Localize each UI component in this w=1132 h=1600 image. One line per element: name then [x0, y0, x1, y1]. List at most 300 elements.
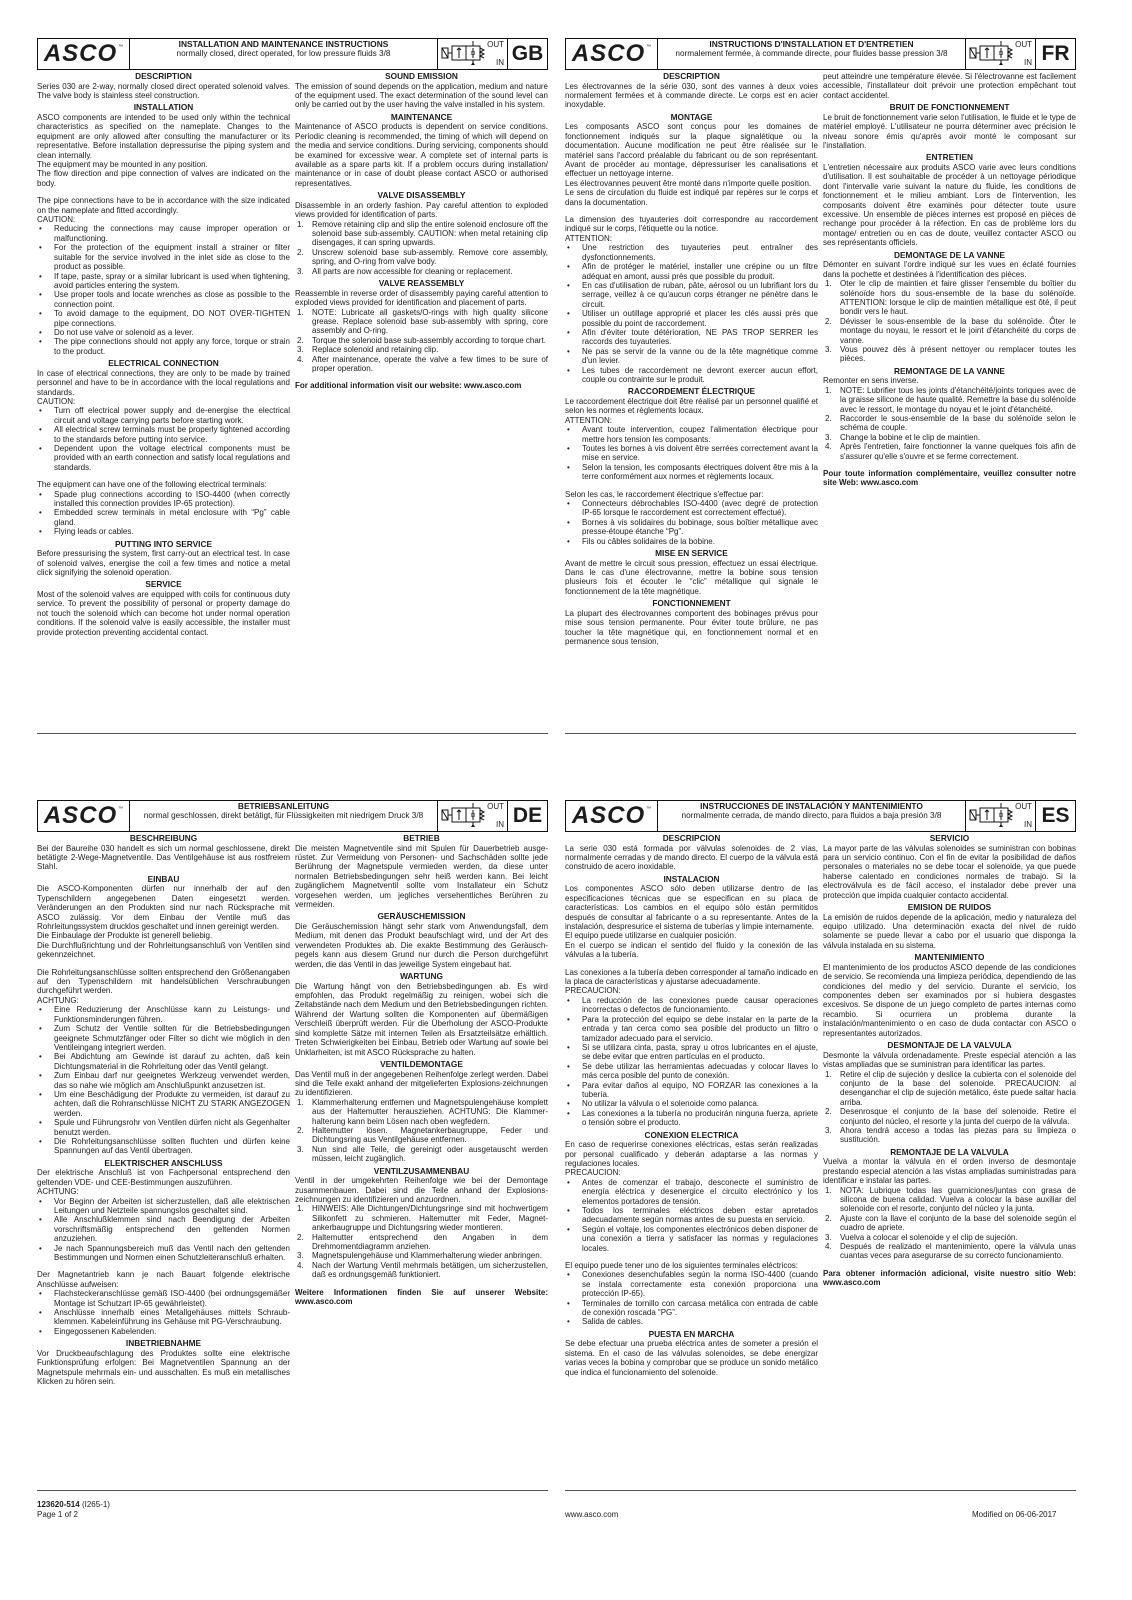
list-item-text: Turn off electrical power supply and de-energise the electrical circuit and voltage carrying parts before starting work. — [54, 406, 290, 425]
paragraph: PRECAUCION: — [565, 986, 621, 996]
list-item-text: Antes de comenzar el trabajo, desconecte el suministro de energía eléctrica y desenergice el circuito electrónico y los elementos portadores de tensión. — [582, 1177, 818, 1206]
outlet-label: OUT — [487, 40, 504, 49]
paragraph: Les composants ASCO sont conçus pour les domaines de fonctionnement indiqués sur la plaque signalétique ou la documentation. Aucune modification ne peut être réalisée sur le matériel sans l'accord préalable du fabricant ou de son représentant. Avant de procéder au montage, dépressuriser les canalisations et effectuer un nettoyage interne. — [565, 122, 818, 179]
section-heading: SERVICIO — [929, 833, 970, 843]
bullet-list — [565, 425, 818, 481]
paragraph: Los componentes ASCO sólo deben utilizarse dentro de las especificaciones técnicas que se especifican en su placa de características. Los cambios en el equipo sólo están permitidos después de consultar al fabricante o a su representante. Antes de la instalación, despresurice el sistema de tuberías y limpie internamente. — [565, 884, 818, 932]
list-item — [37, 1052, 290, 1071]
paragraph: ACHTUNG: — [37, 1187, 79, 1197]
section-heading: CONEXION ELECTRICA — [644, 1129, 739, 1140]
list-item: 1. NOTE: Lubricate all gaskets/O-rings with high quality silicone grease. Replace solenoid base sub-assembly with spring, core assembly and O-ring. — [297, 307, 548, 336]
paragraph: Die ASCO-Komponenten dürfen nur innerhalb der auf den Typenschildern angegebenen Daten eingesetzt werden. Veränderungen an den Produkten sind nur nach Rücksprache mit ASCO zulässig. Vor dem Einbau der Ventile muß das Rohrleitungssystem drucklos geschaltet und innen gereinigt werden. — [37, 884, 290, 932]
list-item-text: No utilizar la válvula o el solenoide como palanca. — [582, 1099, 759, 1109]
list-item: 1. HINWEIS: Alle Dichtungen/Dichtungsringe sind mit hochwertigem Silikonfett zu schmieren. Haltemutter mit Feder, Magnet-ankerbaugruppe und Dichtungsring wieder montieren. — [297, 1204, 548, 1233]
paragraph: En el cuerpo se indican el sentido del fluido y la conexión de las válvulas a la tubería. — [565, 940, 818, 960]
bullet-list — [565, 1178, 818, 1253]
panel-title: INSTALLATION AND MAINTENANCE INSTRUCTIONS — [178, 39, 389, 49]
list-item — [565, 518, 818, 537]
language-code: GB — [507, 39, 547, 69]
list-item: 2. Torque the solenoid base sub-assembly according to torque chart. — [297, 335, 546, 345]
divider — [37, 1490, 548, 1491]
list-item-text: Oter le clip de maintien et faire glisser l'ensemble du boîtier du solénoïde hors du sous-ensemble de la base du solénoïde. ATTENTION: lorsque le clip de maintien métallique est ôté, il peut bondir vers le haut. — [840, 279, 1076, 317]
list-item-text: En cas d'utilisation de ruban, pâte, aérosol ou un lubrifiant lors du serrage, veillez à ce qu'aucun corps étranger ne pénètre dans le circuit. — [582, 280, 818, 309]
inlet-label: IN — [496, 820, 504, 830]
paragraph: Le raccordement électrique doit être réalisé par un personnel qualifié et selon les normes et règlements locaux. — [565, 396, 818, 416]
list-item — [565, 444, 818, 463]
list-item-text: Ahora tendrá acceso a todas las piezas para su limpieza o sustitución. — [840, 1125, 1076, 1145]
divider — [565, 733, 1076, 734]
list-item-text: Zum Schutz der Ventile sollten für die Betriebsbedingungen geeignete Schmutzfänger oder Filter so dicht wie möglich in den Ventileingang integriert werden. — [54, 1024, 290, 1052]
paragraph: Démonter en suivant l'ordre indiqué sur les vues en éclaté fournies dans la pochette et destinées à l'identification des pièces. — [823, 260, 1076, 279]
panel-header — [37, 38, 548, 70]
section-heading: REMONTAGE DE LA VANNE — [894, 365, 1005, 376]
list-item-text: Remove retaining clip and slip the entire solenoid enclosure off the solenoid base sub-assembly. CAUTION: when metal retaining clip disengages, it can spring upwards. — [312, 219, 548, 248]
paragraph: Remonter en sens inverse. — [823, 376, 919, 386]
list-item-text: Salida de cables. — [582, 1317, 643, 1327]
paragraph: Das Ventil muß in der angegebenen Reihenfolge zerlegt werden. Dabei sind die Teile exakt anhand der mitgelieferten Explosions-zeichnungen zu identifizieren. — [295, 1069, 548, 1098]
list-item-text: To avoid damage to the equipment, DO NOT OVER-TIGHTEN pipe connections. — [54, 309, 290, 328]
paragraph: Die Geräuschemission hängt sehr stark vom Anwendungsfall, dem Medium, mit denen das Produkt beaufschlagt wird, und der Art des verwendeten Produktes ab. Die exakte Bestimmung des Geräusch-pegels kann aus diesem Grund nur durch die Person durchgeführt werden, die das Ventil in das jeweilige System eingebaut hat. — [295, 922, 548, 969]
bullet-list — [565, 243, 818, 384]
bullet-list — [565, 1270, 818, 1326]
paragraph: Reassemble in reverse order of disassembly paying careful attention to exploded views provided for identification and placement of parts. — [295, 288, 548, 308]
footer-website[interactable]: www.asco.com — [565, 1510, 619, 1519]
section-heading: DESCRIPTION — [135, 71, 192, 81]
list-item-text: Change la bobine et le clip de maintien. — [840, 432, 981, 442]
section-heading: DESCRIPTION — [663, 71, 720, 81]
numbered-list — [295, 308, 548, 374]
list-item-text: After maintenance, operate the valve a few times to be sure of proper operation. — [312, 354, 548, 373]
section-heading: VALVE REASSEMBLY — [378, 278, 465, 289]
paragraph: Die Rohrleitungsanschlüsse sollten entsprechend den Größenangaben auf den Typenschildern mit handelsüblichen Verschraubungen durchgeführt werden. — [37, 967, 290, 996]
paragraph: La mayor parte de las válvulas solenoides se suministran con bobinas para un servicio continuo. Con el fin de evitar la posibilidad de daños personales o materiales no se debe tocar el solenoide, ya que puede haberse calentado en condiciones normales de trabajo. Si la electroválvula es de fácil acceso, el instalador debe prever una protección que impida cualquier contacto accidental. — [823, 843, 1076, 900]
list-item-text: Según el voltaje, los componentes electrónicos deben disponer de una conexión a tierra y satisfacer las normas y regulaciones locales. — [582, 1224, 818, 1253]
list-item: 3. Vous pouvez dès à présent nettoyer ou remplacer toutes les pièces. — [825, 344, 1076, 364]
list-item — [37, 224, 290, 243]
bullet-list — [565, 996, 818, 1128]
list-item-text: Do not use valve or solenoid as a lever. — [54, 327, 194, 337]
paragraph: Avant de mettre le circuit sous pression, effectuez un essai électrique. Dans le cas d'une électrovanne, mettre la bobine sous tension plusieurs fois et écouter le “clic” métallique qui signale le fonctionnement de la tête magnétique. — [565, 558, 818, 596]
panel-title: INSTRUCTIONS D'INSTALLATION ET D'ENTRETIEN — [709, 39, 914, 49]
list-item-text: Spade plug connections according to ISO-4400 (when correctly installed this connection provides IP-65 protection). — [54, 489, 290, 509]
list-item — [37, 508, 290, 527]
numbered-list — [295, 1204, 548, 1279]
list-item — [37, 1327, 290, 1336]
paragraph: En caso de requerirse conexiones eléctricas, estas serán realizadas por personal cualificado y deberán adaptarse a las normas y regulaciones locales. — [565, 1140, 818, 1168]
list-item-text: Eingegossenen Kabelenden. — [54, 1326, 157, 1336]
list-item — [565, 1081, 818, 1100]
list-item — [37, 1118, 290, 1137]
list-item: 1. Retire el clip de sujeción y deslice la cubierta con el solenoide del conjunto de la base del solenoide. PRECAUCION: al desenganchar el clip de sujeción metálico, éste puede saltar hacia arriba. — [825, 1069, 1076, 1107]
list-item: 4. Después de realizado el mantenimiento, opere la válvula unas cuantas veces para asegurarse de su correcto funcionamiento. — [825, 1242, 1076, 1261]
inlet-label: IN — [1024, 820, 1032, 830]
valve-symbol-icon — [437, 39, 507, 69]
list-item — [565, 1225, 818, 1253]
section-heading: BRUIT DE FONCTIONNEMENT — [889, 102, 1010, 113]
section-heading: DESMONTAJE DE LA VALVULA — [887, 1040, 1012, 1051]
divider — [37, 733, 548, 734]
section-heading: SERVICE — [145, 579, 182, 590]
section-heading: BETRIEB — [403, 833, 440, 843]
section-heading: VENTILDEMONTAGE — [380, 1058, 463, 1069]
section-heading: INBETRIEBNAHME — [125, 1338, 202, 1349]
paragraph: Selon les cas, le raccordement électrique s'effectue par: — [565, 489, 764, 499]
outlet-label: OUT — [1015, 802, 1032, 811]
list-item-text: Fils ou câbles solidaires de la bobine. — [582, 536, 715, 546]
list-item-text: Afin d'éviter toute détérioration, NE PAS TROP SERRER les raccords des tuyauteries. — [582, 327, 818, 347]
list-item — [565, 1299, 818, 1318]
list-item-text: NOTE: Lubrifier tous les joints d'étanchéité/joints toriques avec de la graisse silicone de haute qualité. Remettre la base du solénoïde avec le ressort, le montage du noyau et le joint d'étanchéité. — [840, 385, 1076, 414]
column-left — [37, 72, 290, 637]
list-item — [37, 444, 290, 472]
numbered-list — [823, 386, 1076, 461]
website-note: Para obtener información adicional, visite nuestro sitio Web: www.asco.com — [823, 1268, 1076, 1288]
column-left — [37, 834, 290, 1387]
paragraph: Die Einbaulage der Produkte ist generell beliebig. — [37, 931, 213, 941]
list-item — [37, 1005, 290, 1024]
list-item — [37, 328, 290, 337]
paragraph: La plupart des électrovannes comportent des bobinages prévus pour mise sous tension permanente. Pour éviter toute brûlure, ne pas toucher la tête magnétique qui, en fonctionnement normal et en permanence sous tension, — [565, 608, 818, 647]
asco-logo: ASCO ™ — [566, 39, 658, 69]
list-item-text: Um eine Beschädigung der Produkte zu vermeiden, ist darauf zu achten, daß die Rohranschlüsse NICHT ZU STARK ANGEZOGEN werden. — [54, 1089, 290, 1118]
footer-docinfo — [37, 1500, 110, 1520]
list-item-text: Bei Abdichtung am Gewinde ist darauf zu achten, daß kein Dichtungsmaterial in die Rohrleitung oder das Ventil gelangt. — [54, 1052, 290, 1071]
paragraph: Se debe efectuar una prueba eléctrica antes de someter a presión el sistema. En el caso de las válvulas solenoides, se debe energizar varias veces la bobina y comprobar que se produce un sonido metálico que indica el funcionamiento del solenoide. — [565, 1339, 818, 1377]
list-item-text: Connecteurs débrochables ISO-4400 (avec degré de protection IP-65 lorsque le raccordement est correctement effectué). — [582, 499, 818, 518]
paragraph: CAUTION: — [37, 396, 76, 406]
list-item: 4. After maintenance, operate the valve a few times to be sure of proper operation. — [297, 354, 548, 373]
paragraph: La dimension des tuyauteries doit correspondre au raccordement indiqué sur le corps, l'étiquette ou la notice. — [565, 215, 818, 234]
list-item-text: Après l'entretien, faire fonctionner la vanne quelques fois afin de s'assurer qu'elle s'ouvre et se ferme correctement. — [840, 442, 1076, 461]
list-item-text: Magnetspulengehäuse und Klammerhalterung wieder anbringen. — [312, 1251, 542, 1261]
paragraph: Vor Druckbeaufschlagung des Produktes sollte eine elektrische Funktionsprüfung erfolgen: Bei Magnetventilen Spannung an der Magnetspule mehrmals ein- und ausschalten. Es muß ein metallisches Klicken zu hören sein. — [37, 1348, 290, 1387]
list-item: 1. Remove retaining clip and slip the entire solenoid enclosure off the solenoid base sub-assembly. CAUTION: when metal retaining clip disengages, it can spring upwards. — [297, 219, 548, 248]
list-item-text: Embedded screw terminals in metal enclosure with “Pg” cable gland. — [54, 508, 290, 527]
column-right — [823, 834, 1076, 1377]
list-item-text: All parts are now accessible for cleaning or replacement. — [312, 266, 513, 276]
asco-logo: ASCO ™ — [38, 39, 130, 69]
list-item-text: Eine Reduzierung der Anschlüsse kann zu Leistungs- und Funktionsminderungen führen. — [54, 1005, 290, 1024]
bullet-list — [37, 224, 290, 356]
numbered-list — [295, 220, 548, 276]
list-item-text: Torque the solenoid base sub-assembly according to torque chart. — [312, 335, 546, 345]
list-item-text: Haltemutter entsprechend den Angaben in dem Drehmomentdiagramm anziehen. — [312, 1232, 548, 1251]
list-item: 3. Nun sind alle Teile, die gereinigt oder ausgetauscht werden müssen, leicht zugänglich. — [297, 1144, 548, 1164]
paragraph: PRECAUCION: — [565, 1168, 621, 1178]
list-item — [565, 328, 818, 347]
panel-spanish — [565, 800, 1076, 1490]
section-heading: FONCTIONNEMENT — [652, 598, 731, 609]
bullet-list — [37, 1197, 290, 1263]
paragraph: Die Durchflußrichtung und der Rohrleitungsanschluß von Ventilen sind gekennzeichnet. — [37, 940, 290, 960]
list-item — [37, 1244, 290, 1263]
list-item — [37, 490, 290, 509]
list-item — [565, 1109, 818, 1128]
section-heading: MAINTENANCE — [390, 111, 453, 122]
list-item: 2. Unscrew solenoid base sub-assembly. Remove core assembly, spring, and O-ring from valve body. — [297, 247, 548, 267]
paragraph: Maintenance of ASCO products is dependent on service conditions. Periodic cleaning is recommended, the timing of which will depend on the media and service conditions. During servicing, components should be examined for excessive wear. A complete set of internal parts is available as a spare parts kit. If a problem occurs during installation/ maintenance or in case of doubt please contact ASCO or authorised representatives. — [295, 122, 548, 188]
panel-header — [37, 800, 548, 832]
language-code: ES — [1035, 801, 1075, 831]
list-item: 1. NOTA: Lubrique todas las guarniciones/juntas con grasa de silicona de buena calidad. Vuelva a colocar la base auxiliar del solenoide con el resorte, conjunto del núcleo y la junta. — [825, 1185, 1076, 1214]
list-item — [37, 1137, 290, 1156]
list-item-text: Desenrosque el conjunto de la base del solenoide. Retire el conjunto del núcleo, el resorte y la junta del cuerpo de la válvula. — [840, 1107, 1076, 1126]
list-item — [37, 1071, 290, 1090]
language-code: FR — [1035, 39, 1075, 69]
section-heading: ELEKTRISCHER ANSCHLUSS — [104, 1157, 223, 1168]
column-right — [823, 72, 1076, 647]
panel-header — [565, 800, 1076, 832]
doc-revision: (I265-1) — [81, 1500, 110, 1509]
list-item — [37, 527, 290, 536]
website-note: Weitere Informationen finden Sie auf unserer Website: www.asco.com — [295, 1287, 548, 1307]
list-item-text: Unscrew solenoid base sub-assembly. Remove core assembly, spring, and O-ring from valve body. — [312, 247, 548, 267]
section-heading: VALVE DISASSEMBLY — [377, 190, 466, 201]
list-item — [565, 1043, 818, 1062]
list-item-text: Toutes les bornes à vis doivent être serrées correctement avant la mise en service. — [582, 444, 818, 463]
paragraph: Disassemble in an orderly fashion. Pay careful attention to exploded views provided for identification of parts. — [295, 200, 548, 220]
panel-english — [37, 38, 548, 733]
list-item-text: Si se utilizara cinta, pasta, spray u otros lubricantes en el ajuste, se debe evitar que entren partículas en el producto. — [582, 1042, 818, 1062]
section-heading: EMISION DE RUIDOS — [907, 902, 992, 913]
list-item-text: Todos los terminales eléctricos deben estar apretados adecuadamente según normas antes de su puesta en servicio. — [582, 1206, 818, 1225]
section-heading: GERÄUSCHEMISSION — [377, 911, 466, 922]
list-item-text: Spule und Führungsrohr von Ventilen dürfen nicht als Gegenhalter benutzt werden. — [54, 1118, 290, 1137]
asco-logo: ASCO ™ — [566, 801, 658, 831]
numbered-list — [295, 1098, 548, 1164]
valve-symbol-icon — [965, 39, 1035, 69]
list-item-text: For the protection of the equipment install a strainer or filter suitable for the service involved in the inlet side as close to the product as possible. — [54, 243, 290, 272]
list-item — [37, 272, 290, 291]
list-item: 3. Vuelva a colocar el solenoide y el clip de sujeción. — [825, 1232, 1018, 1242]
list-item-text: La reducción de las conexiones puede causar operaciones incorrectas o defectos de funcionamiento. — [582, 995, 818, 1015]
list-item-text: The pipe connections should not apply any force, torque or strain to the product. — [54, 337, 290, 356]
list-item-text: Utiliser un outillage approprié et placer les clés aussi près que possible du point de raccordement. — [582, 309, 818, 328]
list-item: 3. Change la bobine et le clip de maintien. — [825, 432, 981, 442]
list-item-text: All electrical screw terminals must be properly tightened according to the standards before putting into service. — [54, 425, 290, 444]
panel-header — [565, 38, 1076, 70]
list-item — [37, 1308, 290, 1327]
list-item-text: NOTA: Lubrique todas las guarniciones/juntas con grasa de silicona de buena calidad. Vuelva a colocar la base auxiliar del solenoide con el resorte, conjunto del núcleo y la junta. — [840, 1185, 1076, 1214]
numbered-list — [823, 279, 1076, 364]
page-number: Page 1 of 2 — [37, 1510, 78, 1519]
section-heading: DEMONTAGE DE LA VANNE — [894, 249, 1005, 260]
section-heading: VENTILZUSAMMENBAU — [373, 1165, 470, 1176]
bullet-list — [37, 406, 290, 472]
asco-logo: ASCO ™ — [38, 801, 130, 831]
outlet-label: OUT — [1015, 40, 1032, 49]
list-item-text: Zum Einbau darf nur geeignetes Werkzeug verwendet werden, das so nahe wie möglich am Anschlußpunkt anzusetzen ist. — [54, 1071, 290, 1090]
column-right — [295, 834, 548, 1387]
paragraph: L'entretien nécessaire aux produits ASCO varie avec leurs conditions d'utilisation. Il est souhaitable de procéder à un nettoyage périodique dont l'intervalle varie suivant la nature du fluide, les conditions de fonctionnement et le milieu ambiant. Lors de l'intervention, les composants doivent être examinés pour détecter toute usure excessive. Un ensemble de pièces internes est proposé en pièces de rechange pour procéder à la réfection. En cas de problème lors du montage/ entretien ou en cas de doute, veuillez contacter ASCO ou ses représentants officiels. — [823, 163, 1076, 248]
paragraph: Die Wartung hängt von den Betriebsbedingungen ab. Es wird empfohlen, das Produkt regelmäßig zu reinigen, wobei sich die Zeitabstände nach dem Medium und den Betriebsbedingungen richten. Während der Wartung sollten die Komponenten auf übermäßigen Verschleiß überprüft werden. Für die Überholung der ASCO-Produkte sind komplette Sätze mit internen Teilen als Ersatzteilsätze erhältlich. Treten Schwierigkeiten bei Einbau, Betrieb oder Wartung auf sowie bei Unklarheiten, ist mit ASCO Rücksprache zu halten. — [295, 981, 548, 1057]
list-item — [37, 1289, 290, 1308]
bullet-list — [37, 1005, 290, 1156]
list-item — [565, 1015, 818, 1043]
panel-german — [37, 800, 548, 1490]
list-item — [37, 243, 290, 271]
section-heading: PUESTA EN MARCHA — [648, 1328, 735, 1339]
bullet-list — [565, 499, 818, 546]
list-item-text: Les tubes de raccordement ne devront exercer aucun effort, couple ou contrainte sur le produit. — [582, 365, 818, 384]
list-item: 3. All parts are now accessible for cleaning or replacement. — [297, 266, 513, 276]
paragraph: ASCO components are intended to be used only within the technical characteristics as specified on the nameplate. Changes to the equipment are only allowed after consulting the manufacturer or its representative. Before installation depressurise the piping system and clean internally. — [37, 113, 290, 160]
panel-subtitle: normally closed, direct operated, for low pressure fluids 3/8 — [176, 49, 391, 59]
paragraph: Die meisten Magnetventile sind mit Spulen für Dauerbetrieb ausge-rüstet. Zur Vermeidung von Personen- und Sachschäden sollte jede Berührung der Magnetspule vermieden werden, da diese unter normalen Betriebsbedingungen sehr heiß werden kann. Bei leicht zugänglichem Magnetventil sollte vom Installateur ein Schutz vorgesehen werden, um jegliches versehentliches Berühren zu vermeiden. — [295, 843, 548, 910]
paragraph: In case of electrical connections, they are only to be made by trained personnel and have to be in accordance with the local regulations and standards. — [37, 368, 290, 397]
footer-modified: Modified on 06-06-2017 — [972, 1510, 1057, 1519]
paragraph: Before pressurising the system, first carry-out an electrical test. In case of solenoid valves, energise the coil a few times and notice a metal click signifying the solenoid operation. — [37, 549, 290, 578]
list-item — [565, 1062, 818, 1081]
section-heading: MISE EN SERVICE — [655, 548, 728, 559]
list-item — [565, 309, 818, 328]
list-item-text: Anschlüsse innerhalb eines Metallgehäuses mittels Schraub-klemmen. Kabeleinführung ins Gehäuse mit PG-Verschraubung. — [54, 1308, 290, 1327]
valve-symbol-icon — [965, 801, 1035, 831]
paragraph: Les électrovannes peuvent être monté dans n'importe quelle position. — [565, 178, 812, 188]
list-item — [565, 1270, 818, 1298]
inlet-label: IN — [1024, 58, 1032, 68]
list-item — [37, 1215, 290, 1243]
list-item-text: Use proper tools and locate wrenches as close as possible to the connection point. — [54, 290, 290, 309]
website-note: For additional information visit our website: www.asco.com — [295, 381, 522, 391]
column-left — [565, 72, 818, 647]
list-item — [565, 1099, 818, 1108]
paragraph: The pipe connections have to be in accordance with the size indicated on the nameplate and fitted accordingly. — [37, 196, 290, 215]
list-item-text: Klammerhalterung entfernen und Magnetspulengehäuse komplett aus der Haltemutter herausziehen. ACHTUNG: Die Klammer-halterung kann beim Lösen nach oben wegfedern. — [312, 1097, 548, 1126]
bullet-list — [37, 1289, 290, 1336]
paragraph: The equipment can have one of the following electrical terminals: — [37, 480, 267, 490]
panel-french — [565, 38, 1076, 733]
paragraph: El mantenimiento de los productos ASCO depende de las condiciones de servicio. Se recomienda una limpieza periódica, dependiendo de las condiciones del medio y del servicio. Durante el servicio, los componentes deben ser examinados por si hubiera desgastes excesivos. Se dispone de un juego completo de partes internas como recambio. Si ocurriera un problema durante la instalación/mantenimiento o en caso de duda contactar con ASCO o representantes autorizados. — [823, 962, 1076, 1038]
paragraph: Bei der Baureihe 030 handelt es sich um normal geschlossene, direkt betätigte 2-Wege-Magnetventile. Das Ventilgehäuse ist aus rostfreiem Stahl. — [37, 843, 290, 872]
list-item — [565, 463, 818, 482]
paragraph: ATTENTION: — [565, 233, 612, 243]
paragraph: The equipment may be mounted in any position. — [37, 160, 208, 170]
section-heading: EINBAU — [147, 873, 180, 884]
list-item-text: Terminales de tornillo con carcasa metálica con entrada de cable de conexión roscada “PG”. — [582, 1298, 818, 1318]
list-item — [37, 290, 290, 309]
paragraph: Les électrovannes de la série 030, sont des vannes à deux voies normalement fermées et à commande directe. Le corps est en acier inoxydable. — [565, 81, 818, 110]
list-item — [37, 337, 290, 356]
valve-symbol-icon — [437, 801, 507, 831]
list-item-text: Vous pouvez dès à présent nettoyer ou remplacer toutes les pièces. — [840, 344, 1076, 364]
paragraph: ACHTUNG: — [37, 995, 79, 1005]
list-item-text: Die Rohrleitungsanschlüsse sollten fluchten und dürfen keine Spannungen auf das Ventil übertragen. — [54, 1136, 290, 1156]
section-heading: PUTTING INTO SERVICE — [115, 538, 212, 549]
list-item: 4. Après l'entretien, faire fonctionner la vanne quelques fois afin de s'assurer qu'elle s'ouvre et se ferme correctement. — [825, 442, 1076, 461]
list-item — [37, 1024, 290, 1052]
inlet-label: IN — [496, 58, 504, 68]
section-heading: BESCHREIBUNG — [129, 833, 198, 843]
list-item: 3. Replace solenoid and retaining clip. — [297, 345, 439, 355]
list-item-text: Retire el clip de sujeción y deslice la cubierta con el solenoide del conjunto de la base del solenoide. PRECAUCION: al desenganchar el clip de sujeción metálico, éste puede saltar hacia arriba. — [840, 1069, 1076, 1107]
list-item-text: Dévisser le sous-ensemble de la base du solénoïde. Ôter le montage du noyau, le ressort et le joint d'étanchéité du corps de vanne. — [840, 316, 1076, 345]
list-item — [565, 1206, 818, 1225]
divider — [565, 1490, 1076, 1491]
list-item — [37, 406, 290, 425]
section-heading: ENTRETIEN — [925, 152, 974, 163]
list-item — [565, 262, 818, 281]
list-item-text: Para evitar daños al equipo, NO FORZAR las conexiones a la tubería. — [582, 1080, 818, 1099]
paragraph: Vuelva a montar la válvula en el orden inverso de desmontaje prestando especial atención a las vistas ampliadas suministradas para identificar e instalar las partes. — [823, 1157, 1076, 1186]
list-item-text: Vor Beginn der Arbeiten ist sicherzustellen, daß alle elektrischen Leitungen und Netzteile spannungslos geschaltet sind. — [54, 1196, 290, 1215]
list-item-text: Flachsteckeranschlüsse gemäß ISO-4400 (bei ordnungsgemäßer Montage ist Schutzart IP-65 gewährleistet). — [54, 1289, 290, 1308]
list-item — [565, 366, 818, 385]
section-heading: MANTENIMIENTO — [914, 952, 985, 963]
list-item: 2. Desenrosque el conjunto de la base del solenoide. Retire el conjunto del núcleo, el resorte y la junta del cuerpo de la válvula. — [825, 1107, 1076, 1126]
website-note: Pour toute information complémentaire, veuillez consulter notre site Web: www.asco.com — [823, 469, 1076, 488]
list-item-text: Une restriction des tuyauteries peut entraîner des dysfonctionnements. — [582, 243, 818, 262]
list-item: 1. Oter le clip de maintien et faire glisser l'ensemble du boîtier du solénoïde hors du sous-ensemble de la base du solénoïde. ATTENTION: lorsque le clip de maintien métallique est ôté, il peut bondir vers le haut. — [825, 279, 1076, 317]
list-item-text: Conexiones desenchufables según la norma ISO-4400 (cuando se instala correctamente esta conexión proporciona una protección IP-65). — [582, 1270, 818, 1299]
list-item-text: If tape, paste, spray or a similar lubricant is used when tightening, avoid particles entering the system. — [54, 271, 290, 290]
list-item-text: Replace solenoid and retaining clip. — [312, 345, 439, 355]
list-item-text: Después de realizado el mantenimiento, opere la válvula unas cuantas veces para asegurarse de su correcto funcionamiento. — [840, 1242, 1076, 1261]
list-item — [565, 537, 818, 546]
list-item: 1. NOTE: Lubrifier tous les joints d'étanchéité/joints toriques avec de la graisse silicone de haute qualité. Remettre la base du solénoïde avec le ressort, le montage du noyau et le joint d'étanchéité. — [825, 385, 1076, 414]
section-heading: RACCORDEMENT ÉLECTRIQUE — [627, 386, 756, 397]
list-item-text: Se debe utilizar las herramientas adecuadas y colocar llaves lo más cerca posible del punto de conexión. — [582, 1061, 818, 1081]
list-item: 2. Haltemutter lösen. Magnetankerbaugruppe, Feder und Dichtungsring aus Ventilgehäuse entfernen. — [297, 1125, 548, 1145]
list-item-text: Alle Anschlußklemmen sind nach Beendigung der Arbeiten vorschriftsmäßig entsprechend den geltenden Normen anzuziehen. — [54, 1215, 290, 1244]
paragraph: ATTENTION: — [565, 415, 612, 425]
list-item-text: Avant toute intervention, coupez l'alimentation électrique pour mettre hors tension les composants. — [582, 425, 818, 444]
list-item-text: Haltemutter lösen. Magnetankerbaugruppe, Feder und Dichtungsring aus Ventilgehäuse entfernen. — [312, 1125, 548, 1145]
list-item-text: Raccorder le sous-ensemble de la base du solénoïde selon le schéma de couple. — [840, 413, 1076, 433]
paragraph: La emisión de ruidos depende de la aplicación, medio y naturaleza del equipo utilizado. Una determinación exacta del nivel de ruido solamente se puede llevar a cabo por el usuario que disponga la válvula instalada en su sistema. — [823, 912, 1076, 950]
paragraph: Ventil in der umgekehrten Reihenfolge wie bei der Demontage zusammenbauen. Dabei sind die Teile anhand der Explosions-zeichnungen zu identifizieren und anzuordnen. — [295, 1176, 548, 1204]
list-item-text: Vuelva a colocar el solenoide y el clip de sujeción. — [840, 1232, 1018, 1242]
section-heading: MONTAGE — [670, 111, 713, 122]
list-item-text: NOTE: Lubricate all gaskets/O-rings with high quality silicone grease. Replace solenoid base sub-assembly with spring, core assembly and O-ring. — [312, 307, 548, 336]
list-item: 2. Haltemutter entsprechend den Angaben in dem Drehmomentdiagramm anziehen. — [297, 1232, 548, 1251]
list-item — [37, 425, 290, 444]
paragraph: Most of the solenoid valves are equipped with coils for continuous duty service. To prevent the possibility of personal or property damage do not touch the solenoid which can become hot under normal operation conditions. If the solenoid valve is easily accessible, the installer must provide protection preventing accidental contact. — [37, 590, 290, 637]
list-item: 3. Magnetspulengehäuse und Klammerhalterung wieder anbringen. — [297, 1251, 542, 1261]
section-heading: ELECTRICAL CONNECTION — [108, 358, 219, 369]
language-code: DE — [507, 801, 547, 831]
bullet-list — [37, 490, 290, 537]
numbered-list — [823, 1070, 1076, 1145]
list-item: 2. Raccorder le sous-ensemble de la base du solénoïde selon le schéma de couple. — [825, 413, 1076, 433]
section-heading: DESCRIPCION — [662, 833, 721, 843]
list-item: 2. Ajuste con la llave el conjunto de la base del solenoide según el cuadro de apriete. — [825, 1213, 1076, 1233]
paragraph: El equipo puede tener uno de los siguientes terminales eléctricos: — [565, 1261, 799, 1271]
paragraph: The flow direction and pipe connection of valves are indicated on the body. — [37, 169, 290, 188]
list-item-text: Nach der Wartung Ventil mehrmals betätigen, um sicherzustellen, daß es ordnungsgemäß funktioniert. — [312, 1260, 548, 1280]
list-item: 1. Klammerhalterung entfernen und Magnetspulengehäuse komplett aus der Haltemutter herausziehen. ACHTUNG: Die Klammer-halterung kann beim Lösen nach oben wegfedern. — [297, 1097, 548, 1126]
list-item-text: Las conexiones a la tubería no producirán ninguna fuerza, apriete o tensión sobre el producto. — [582, 1108, 818, 1128]
section-heading: REMONTAJE DE LA VALVULA — [890, 1146, 1009, 1157]
panel-title: INSTRUCCIONES DE INSTALACIÓN Y MANTENIMIENTO — [700, 801, 923, 811]
section-heading: WARTUNG — [400, 971, 443, 982]
list-item: 2. Dévisser le sous-ensemble de la base du solénoïde. Ôter le montage du noyau, le ressort et le joint d'étanchéité du corps de vanne. — [825, 316, 1076, 345]
column-left — [565, 834, 818, 1377]
list-item-text: HINWEIS: Alle Dichtungen/Dichtungsringe sind mit hochwertigem Silikonfett zu schmieren. Haltemutter mit Feder, Magnet-ankerbaugruppe und Dichtungsring wieder montieren. — [312, 1204, 548, 1233]
paragraph: Series 030 are 2-way, normally closed direct operated solenoid valves. The valve body is stainless steel construction. — [37, 81, 290, 100]
list-item-text: Ajuste con la llave el conjunto de la base del solenoide según el cuadro de apriete. — [840, 1213, 1076, 1233]
section-heading: SOUND EMISSION — [385, 71, 458, 81]
paragraph: La serie 030 está formada por válvulas solenoides de 2 vías, normalmente cerradas y de mando directo. El cuerpo de la válvula está construido de acero inoxidable. — [565, 843, 818, 872]
list-item: 4. Nach der Wartung Ventil mehrmals betätigen, um sicherzustellen, daß es ordnungsgemäß funktioniert. — [297, 1260, 548, 1280]
paragraph: Le sens de circulation du fluide est indiqué par repères sur le corps et dans la documentation. — [565, 188, 818, 207]
panel-subtitle: normalmente cerrada, de mando directo, para fluidos a baja presión 3/8 — [681, 811, 942, 821]
panel-subtitle: normal geschlossen, direkt betätigt, für Flüssigkeiten mit niedrigem Druck 3/8 — [143, 811, 424, 821]
column-right — [295, 72, 548, 637]
section-heading: INSTALLATION — [133, 102, 194, 113]
outlet-label: OUT — [487, 802, 504, 811]
list-item-text: Reducing the connections may cause improper operation or malfunctioning. — [54, 224, 290, 243]
